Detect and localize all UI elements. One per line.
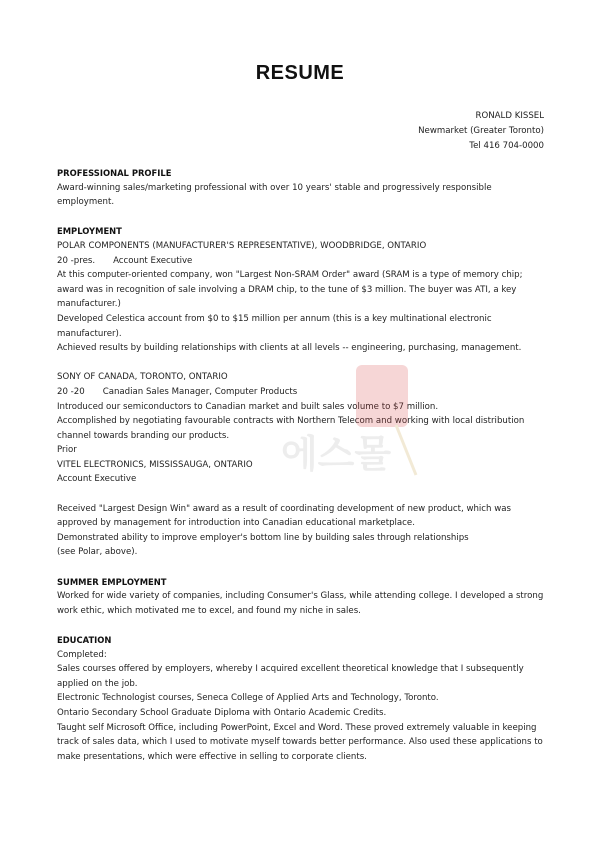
polar-paragraph-1: At this computer-oriented company, won "Largest Non-SRAM Order" award (SRAM is a type of memory chip; award was in recognition of sale involving a DRAM chip, to the tune of $3 million. The buyer was ATI, a key manufacturer.) [57,270,523,310]
polar-dates-role [57,254,547,269]
profile-heading: PROFESSIONAL PROFILE [57,168,172,178]
polar-paragraph-3: Achieved results by building relationships with clients at all levels -- engineering, purchasing, management. [57,343,522,354]
education-paragraph-3: Ontario Secondary School Graduate Diploma with Ontario Academic Credits. [57,707,387,718]
prior-paragraph-3: (see Polar, above). [57,547,138,558]
contact-location: Newmarket (Greater Toronto) [418,126,544,136]
education-paragraph-2: Electronic Technologist courses, Seneca College of Applied Arts and Technology, Toronto. [57,693,439,704]
resume-body [57,166,547,764]
prior-paragraph-1: Received "Largest Design Win" award as a result of coordinating development of new product, which was approved by management for introduction into Canadian educational marketplace. [57,503,511,529]
sony-paragraph-1: Introduced our semiconductors to Canadian market and built sales volume to $7 million. [57,401,439,412]
sony-dates: 20 -20 [57,386,85,397]
contact-phone: Tel 416 704-0000 [469,141,544,151]
polar-company: POLAR COMPONENTS (MANUFACTURER'S REPRESENTATIVE), WOODBRIDGE, ONTARIO [57,240,427,251]
education-heading: EDUCATION [57,635,112,645]
polar-dates: 20 -pres. [57,255,96,266]
prior-paragraph-2: Demonstrated ability to improve employer's bottom line by building sales through relationships [57,532,469,543]
polar-paragraph-2: Developed Celestica account from $0 to $15 million per annum (this is a key multinational electronic manufacturer). [57,313,492,339]
contact-name: RONALD KISSEL [475,111,544,121]
contact-block [418,109,544,154]
sony-dates-role [57,385,547,400]
summer-heading: SUMMER EMPLOYMENT [57,576,167,587]
summer-text: Worked for wide variety of companies, including Consumer's Glass, while attending college. I developed a strong work ethic, which motivated me to excel, and found my niche in sales. [57,591,544,616]
prior-label: Prior [57,445,77,456]
profile-text: Award-winning sales/marketing professional with over 10 years' stable and progressively responsible employment. [57,182,492,208]
polar-role: Account Executive [113,255,193,266]
employment-heading: EMPLOYMENT [57,226,122,237]
sony-paragraph-2: Accomplished by negotiating favourable contracts with Northern Telecom and working with local distribution channel towards branding our products. [57,416,525,441]
education-completed: Completed: [57,649,107,660]
sony-company: SONY OF CANADA, TORONTO, ONTARIO [57,372,228,383]
education-paragraph-4: Taught self Microsoft Office, including PowerPoint, Excel and Word. These proved extremely valuable in keeping track of sales data, which I used to motivate myself towards better performance. Also used these applications to make presentations, which were effective in selling to corporate clients. [57,722,543,762]
sony-role: Canadian Sales Manager, Computer Products [102,386,298,397]
watermark-text: 에스몰 [280,432,392,476]
page-title: RESUME [255,62,345,84]
prior-role: Account Executive [57,474,137,485]
education-paragraph-1: Sales courses offered by employers, whereby I acquired excellent theoretical knowledge that I subsequently applied on the job. [57,664,524,689]
prior-company: VITEL ELECTRONICS, MISSISSAUGA, ONTARIO [57,459,253,470]
